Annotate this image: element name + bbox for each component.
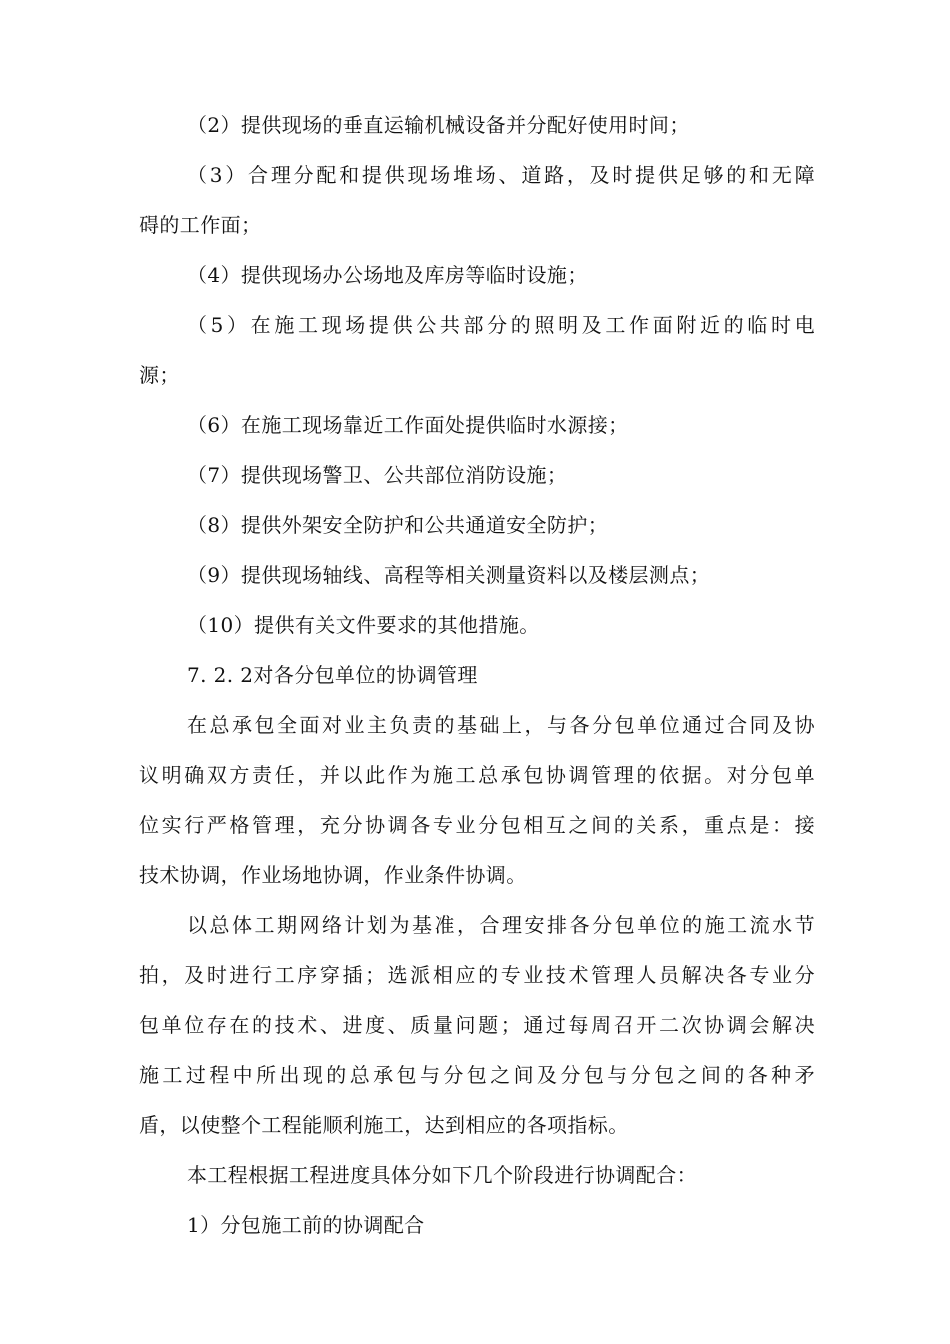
- list-item: （3）合理分配和提供现场堆场、道路，及时提供足够的和无障: [187, 163, 815, 187]
- list-item: （7）提供现场警卫、公共部位消防设施；: [187, 463, 568, 487]
- paragraph-line: 在总承包全面对业主负责的基础上，与各分包单位通过合同及协: [187, 713, 815, 737]
- list-item: （6）在施工现场靠近工作面处提供临时水源接；: [187, 413, 629, 437]
- paragraph-line: 拍，及时进行工序穿插；选派相应的专业技术管理人员解决各专业分: [139, 963, 815, 987]
- list-item: （5）在施工现场提供公共部分的照明及工作面附近的临时电: [187, 313, 815, 337]
- section-heading: 7. 2. 2对各分包单位的协调管理: [187, 663, 478, 687]
- list-item: （2）提供现场的垂直运输机械设备并分配好使用时间；: [187, 113, 690, 137]
- paragraph-line: 以总体工期网络计划为基准，合理安排各分包单位的施工流水节: [187, 913, 815, 937]
- list-item: （9）提供现场轴线、高程等相关测量资料以及楼层测点；: [187, 563, 711, 587]
- list-item-continuation: 源；: [139, 363, 180, 387]
- list-item-continuation: 碍的工作面；: [139, 213, 262, 237]
- list-item: （8）提供外架安全防护和公共通道安全防护；: [187, 513, 609, 537]
- paragraph-line: 盾，以使整个工程能顺利施工，达到相应的各项指标。: [139, 1113, 629, 1137]
- paragraph-line: 位实行严格管理，充分协调各专业分包相互之间的关系，重点是：接: [139, 813, 815, 837]
- paragraph-line: 技术协调，作业场地协调，作业条件协调。: [139, 863, 527, 887]
- document-body: [139, 100, 815, 1250]
- subheading: 1）分包施工前的协调配合: [187, 1213, 425, 1237]
- paragraph-line: 包单位存在的技术、进度、质量问题；通过每周召开二次协调会解决: [139, 1013, 815, 1037]
- paragraph-line: 本工程根据工程进度具体分如下几个阶段进行协调配合：: [187, 1163, 697, 1187]
- paragraph-line: 议明确双方责任，并以此作为施工总承包协调管理的依据。对分包单: [139, 763, 815, 787]
- list-item: （10）提供有关文件要求的其他措施。: [187, 613, 540, 637]
- paragraph-line: 施工过程中所出现的总承包与分包之间及分包与分包之间的各种矛: [139, 1063, 815, 1087]
- list-item: （4）提供现场办公场地及库房等临时设施；: [187, 263, 588, 287]
